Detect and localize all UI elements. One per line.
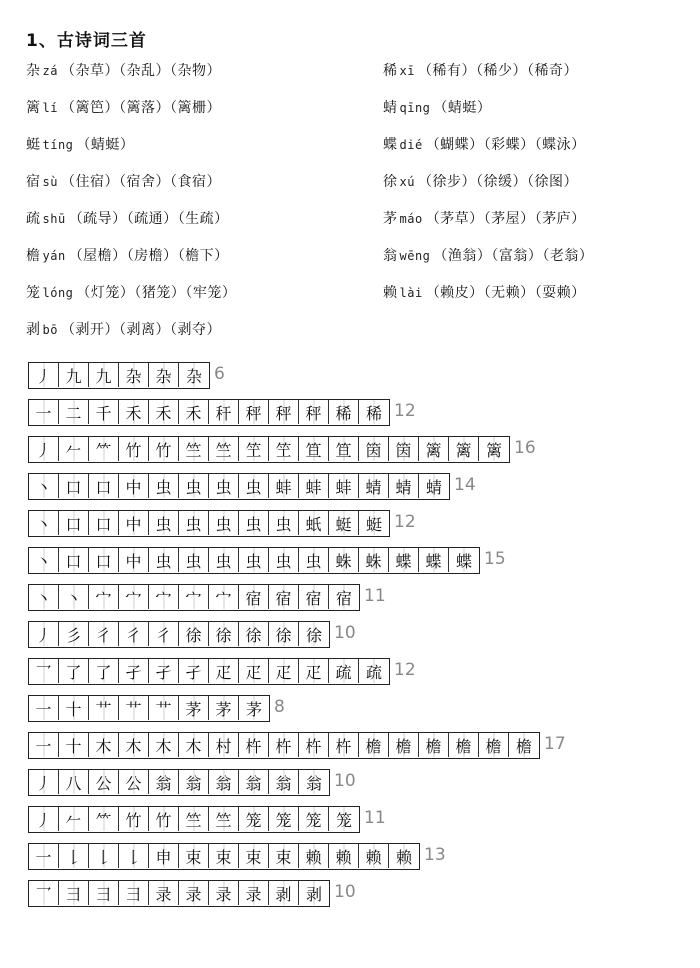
stroke-count: 13: [424, 845, 446, 865]
vocab-word: （茅屋）: [483, 211, 535, 227]
stroke-count: 6: [214, 364, 225, 384]
stroke-cell: 宀: [179, 585, 209, 609]
stroke-cell: 翁: [299, 770, 329, 794]
stroke-cell: 杵: [329, 733, 359, 757]
stroke-cell: 艹: [89, 696, 119, 720]
stroke-cell: 了: [59, 659, 89, 683]
stroke-cells: [28, 658, 390, 685]
vocab-pinyin: lóng: [42, 286, 74, 300]
vocab-word: （茅庐）: [534, 211, 586, 227]
stroke-cell: 宀: [119, 585, 149, 609]
stroke-cell: 𠄌: [119, 844, 149, 868]
stroke-cell: 蜓: [359, 511, 389, 535]
stroke-cell: 疋: [209, 659, 239, 683]
stroke-cell: 竹: [119, 437, 149, 461]
stroke-cell: 翁: [179, 770, 209, 794]
stroke-cell: 茅: [239, 696, 269, 720]
vocab-word: （屋檐）: [68, 248, 127, 264]
stroke-cell: 蚔: [299, 511, 329, 535]
stroke-cells: [28, 584, 360, 611]
stroke-count: 11: [364, 586, 386, 606]
vocab-pinyin: sù: [42, 175, 58, 189]
stroke-cell: 徐: [269, 622, 299, 646]
stroke-cell: 笪: [329, 437, 359, 461]
stroke-cell: 口: [59, 548, 89, 572]
stroke-cell: 徐: [239, 622, 269, 646]
vocab-entry: [383, 97, 491, 117]
vocab-word: （牢笼）: [185, 285, 237, 301]
stroke-cell: 丿: [29, 363, 59, 387]
stroke-cell: 竺: [209, 437, 239, 461]
stroke-cell: 筃: [389, 437, 419, 461]
vocab-entry: [383, 208, 586, 228]
stroke-cell: 茅: [179, 696, 209, 720]
vocab-char: 杂: [26, 63, 41, 79]
vocab-word: （篱落）: [118, 100, 170, 116]
stroke-cell: 徐: [299, 622, 329, 646]
stroke-cell: 虫: [299, 548, 329, 572]
stroke-cell: 禾: [119, 400, 149, 424]
stroke-cell: 杂: [149, 363, 179, 387]
stroke-cell: 束: [239, 844, 269, 868]
vocab-word: （剥夺）: [169, 322, 221, 338]
stroke-cell: 笼: [239, 807, 269, 831]
stroke-cells: [28, 362, 210, 389]
stroke-cell: 竹: [149, 437, 179, 461]
vocab-char: 檐: [26, 248, 41, 264]
stroke-cell: 秤: [239, 400, 269, 424]
vocab-pinyin: bō: [42, 323, 58, 337]
vocab-word: （蝴蝶）: [425, 137, 484, 153]
stroke-cell: 口: [59, 511, 89, 535]
stroke-cell: 笪: [299, 437, 329, 461]
stroke-cell: 杂: [119, 363, 149, 387]
stroke-cell: 丿: [29, 622, 59, 646]
vocab-word: （赖皮）: [425, 285, 484, 301]
vocab-word: （剥离）: [118, 322, 170, 338]
stroke-cell: 蚌: [269, 474, 299, 498]
stroke-cell: 疏: [329, 659, 359, 683]
stroke-cell: 虫: [149, 548, 179, 572]
stroke-cell: 赖: [389, 844, 419, 868]
stroke-cells: [28, 843, 420, 870]
vocab-word: （篱笆）: [60, 100, 119, 116]
stroke-cell: 木: [149, 733, 179, 757]
stroke-cell: 彳: [149, 622, 179, 646]
stroke-cell: 檐: [389, 733, 419, 757]
stroke-cell: 剥: [299, 881, 329, 905]
stroke-cell: 蝶: [419, 548, 449, 572]
stroke-cell: 杂: [179, 363, 209, 387]
stroke-cell: 口: [89, 511, 119, 535]
vocab-pinyin: xī: [399, 64, 415, 78]
stroke-cell: 虫: [269, 511, 299, 535]
stroke-cell: 蛛: [329, 548, 359, 572]
vocab-pinyin: dié: [399, 138, 423, 152]
stroke-cell: 秤: [269, 400, 299, 424]
vocab-entry: [383, 171, 578, 191]
vocab-pinyin: lài: [399, 286, 423, 300]
page-title: 1、古诗词三首: [26, 31, 147, 51]
stroke-cell: 十: [59, 696, 89, 720]
stroke-cell: 𠂉: [59, 437, 89, 461]
stroke-count: 12: [394, 512, 416, 532]
stroke-cell: 中: [119, 511, 149, 535]
vocab-word: （渔翁）: [433, 248, 492, 264]
stroke-count: 11: [364, 808, 386, 828]
stroke-cell: 申: [149, 844, 179, 868]
stroke-cell: ⺮: [89, 437, 119, 461]
vocab-entry: [26, 171, 221, 191]
stroke-cell: 檐: [359, 733, 389, 757]
stroke-cell: 丶: [29, 548, 59, 572]
vocab-word: （稀有）: [417, 63, 476, 79]
stroke-cell: 丿: [29, 437, 59, 461]
vocab-word: （疏通）: [126, 211, 178, 227]
stroke-cell: 疋: [239, 659, 269, 683]
vocab-word: （篱栅）: [169, 100, 221, 116]
stroke-cell: 疏: [359, 659, 389, 683]
stroke-cell: 彐: [119, 881, 149, 905]
stroke-count: 14: [454, 475, 476, 495]
stroke-cell: 八: [59, 770, 89, 794]
stroke-cell: 乛: [29, 881, 59, 905]
stroke-cell: 录: [239, 881, 269, 905]
stroke-cell: 宿: [239, 585, 269, 609]
stroke-cell: 筃: [359, 437, 389, 461]
stroke-count: 10: [334, 623, 356, 643]
stroke-cell: 彐: [59, 881, 89, 905]
stroke-cell: 艹: [149, 696, 179, 720]
stroke-cell: 丶: [29, 474, 59, 498]
stroke-cell: 宀: [149, 585, 179, 609]
stroke-cell: 虫: [149, 511, 179, 535]
stroke-cell: 木: [119, 733, 149, 757]
stroke-cell: 丶: [59, 585, 89, 609]
stroke-cell: 笼: [329, 807, 359, 831]
stroke-cell: 村: [209, 733, 239, 757]
stroke-cell: 篱: [449, 437, 479, 461]
vocab-char: 茅: [383, 211, 398, 227]
stroke-cell: 口: [89, 474, 119, 498]
stroke-cell: 赖: [329, 844, 359, 868]
stroke-cell: 彳: [119, 622, 149, 646]
stroke-cell: 中: [119, 548, 149, 572]
stroke-cell: 口: [59, 474, 89, 498]
stroke-cell: 笁: [269, 437, 299, 461]
stroke-cell: 翁: [269, 770, 299, 794]
stroke-cell: 录: [179, 881, 209, 905]
stroke-cell: 竹: [149, 807, 179, 831]
stroke-cell: 蜻: [359, 474, 389, 498]
stroke-cell: 二: [59, 400, 89, 424]
stroke-count: 15: [484, 549, 506, 569]
stroke-cell: 虫: [239, 548, 269, 572]
stroke-cell: 艹: [119, 696, 149, 720]
stroke-cell: 禾: [149, 400, 179, 424]
stroke-cell: 翁: [239, 770, 269, 794]
stroke-count: 16: [514, 438, 536, 458]
stroke-cell: 束: [269, 844, 299, 868]
stroke-cell: 笼: [299, 807, 329, 831]
stroke-cell: 笼: [269, 807, 299, 831]
stroke-cell: 彳: [89, 622, 119, 646]
vocab-pinyin: yán: [42, 249, 66, 263]
vocab-word: （富翁）: [491, 248, 543, 264]
stroke-cell: 杵: [239, 733, 269, 757]
vocab-word: （剥开）: [60, 322, 119, 338]
stroke-cell: ⺮: [89, 807, 119, 831]
vocab-word: （茅草）: [425, 211, 484, 227]
stroke-cell: 蚌: [329, 474, 359, 498]
stroke-cell: 虫: [209, 474, 239, 498]
stroke-cell: 秆: [209, 400, 239, 424]
stroke-cells: [28, 473, 450, 500]
vocab-entry: [383, 245, 593, 265]
stroke-cell: 乛: [29, 659, 59, 683]
stroke-cell: 虫: [179, 548, 209, 572]
stroke-cell: 一: [29, 733, 59, 757]
stroke-cell: 篱: [419, 437, 449, 461]
stroke-cell: 宿: [269, 585, 299, 609]
vocab-word: （生疏）: [177, 211, 229, 227]
stroke-count: 17: [544, 734, 566, 754]
stroke-cell: 木: [89, 733, 119, 757]
stroke-cell: 虫: [209, 511, 239, 535]
stroke-cell: 徐: [209, 622, 239, 646]
stroke-cell: 彡: [59, 622, 89, 646]
vocab-pinyin: zá: [42, 64, 58, 78]
stroke-cell: 束: [179, 844, 209, 868]
stroke-cell: 茅: [209, 696, 239, 720]
vocab-word: （徐缓）: [475, 174, 527, 190]
stroke-count: 8: [274, 697, 285, 717]
stroke-cells: [28, 547, 480, 574]
vocab-pinyin: xú: [399, 175, 415, 189]
stroke-cell: 剥: [269, 881, 299, 905]
stroke-cell: 虫: [179, 511, 209, 535]
stroke-cell: 虫: [179, 474, 209, 498]
vocab-word: （食宿）: [169, 174, 221, 190]
stroke-cell: 稀: [359, 400, 389, 424]
stroke-cell: 九: [59, 363, 89, 387]
stroke-count: 10: [334, 771, 356, 791]
stroke-cells: [28, 806, 360, 833]
stroke-cell: 虫: [209, 548, 239, 572]
stroke-cell: 丶: [29, 511, 59, 535]
stroke-cell: 九: [89, 363, 119, 387]
vocab-entry: [26, 97, 221, 117]
stroke-cell: 杵: [269, 733, 299, 757]
stroke-cell: 千: [89, 400, 119, 424]
vocab-char: 宿: [26, 174, 41, 190]
vocab-word: （蜻蜓）: [433, 100, 492, 116]
stroke-cell: 虫: [269, 548, 299, 572]
vocab-char: 翁: [383, 248, 398, 264]
vocab-word: （灯笼）: [76, 285, 135, 301]
stroke-cell: 一: [29, 696, 59, 720]
stroke-cell: 竺: [209, 807, 239, 831]
stroke-cell: 杵: [299, 733, 329, 757]
stroke-cell: 丶: [29, 585, 59, 609]
vocab-entry: [26, 60, 221, 80]
vocab-entry: [26, 134, 134, 154]
stroke-cells: [28, 399, 390, 426]
vocab-entry: [383, 134, 586, 154]
stroke-cell: 宿: [329, 585, 359, 609]
vocab-word: （老翁）: [542, 248, 594, 264]
stroke-cells: [28, 732, 540, 759]
stroke-cell: 𠄌: [89, 844, 119, 868]
vocab-entry: [383, 60, 578, 80]
vocab-entry: [26, 208, 229, 228]
stroke-cell: 檐: [419, 733, 449, 757]
vocab-pinyin: shū: [42, 212, 66, 226]
stroke-cell: 十: [59, 733, 89, 757]
vocab-char: 赖: [383, 285, 398, 301]
vocab-word: （檐下）: [177, 248, 229, 264]
stroke-cell: 赖: [359, 844, 389, 868]
stroke-cell: 孑: [179, 659, 209, 683]
vocab-word: （徐图）: [526, 174, 578, 190]
stroke-cell: 中: [119, 474, 149, 498]
stroke-cell: 虫: [149, 474, 179, 498]
stroke-cell: 束: [209, 844, 239, 868]
stroke-cell: 赖: [299, 844, 329, 868]
stroke-cells: [28, 769, 330, 796]
stroke-cell: 檐: [509, 733, 539, 757]
stroke-cell: 翁: [209, 770, 239, 794]
stroke-cell: 竺: [179, 807, 209, 831]
stroke-cell: 录: [209, 881, 239, 905]
stroke-cell: 孑: [149, 659, 179, 683]
stroke-cell: 𠄌: [59, 844, 89, 868]
stroke-cell: 蝶: [389, 548, 419, 572]
stroke-cell: 蜻: [389, 474, 419, 498]
vocab-entry: [26, 245, 229, 265]
stroke-cells: [28, 695, 270, 722]
stroke-cell: 蝶: [449, 548, 479, 572]
stroke-cell: 宀: [89, 585, 119, 609]
stroke-cell: 虫: [239, 511, 269, 535]
stroke-cell: 篱: [479, 437, 509, 461]
stroke-cell: 笁: [239, 437, 269, 461]
stroke-cells: [28, 621, 330, 648]
stroke-cell: 蜓: [329, 511, 359, 535]
vocab-word: （疏导）: [68, 211, 127, 227]
stroke-cell: 翁: [149, 770, 179, 794]
stroke-cell: 丿: [29, 770, 59, 794]
stroke-cell: 秤: [299, 400, 329, 424]
vocab-pinyin: wēng: [399, 249, 431, 263]
stroke-cell: 疋: [269, 659, 299, 683]
vocab-char: 蝶: [383, 137, 398, 153]
vocab-word: （杂物）: [169, 63, 221, 79]
vocab-char: 剥: [26, 322, 41, 338]
stroke-cell: 禾: [179, 400, 209, 424]
stroke-cell: 一: [29, 400, 59, 424]
vocab-char: 徐: [383, 174, 398, 190]
stroke-cell: 稀: [329, 400, 359, 424]
stroke-cell: 一: [29, 844, 59, 868]
vocab-word: （无赖）: [483, 285, 535, 301]
stroke-cell: 宀: [209, 585, 239, 609]
vocab-entry: [383, 282, 586, 302]
stroke-cell: 徐: [179, 622, 209, 646]
stroke-cell: 蚌: [299, 474, 329, 498]
stroke-cell: 公: [89, 770, 119, 794]
vocab-word: （蝶泳）: [534, 137, 586, 153]
vocab-word: （稀少）: [475, 63, 527, 79]
stroke-cell: 彐: [89, 881, 119, 905]
stroke-cell: 蛛: [359, 548, 389, 572]
vocab-word: （稀奇）: [526, 63, 578, 79]
vocab-word: （杂乱）: [118, 63, 170, 79]
stroke-count: 10: [334, 882, 356, 902]
vocab-word: （彩蝶）: [483, 137, 535, 153]
vocab-entry: [26, 319, 221, 339]
stroke-cells: [28, 510, 390, 537]
stroke-cell: 了: [89, 659, 119, 683]
stroke-cell: 孑: [119, 659, 149, 683]
vocab-word: （耍赖）: [534, 285, 586, 301]
vocab-word: （宿舍）: [118, 174, 170, 190]
stroke-cell: 竺: [179, 437, 209, 461]
vocab-word: （徐步）: [417, 174, 476, 190]
stroke-cell: 竹: [119, 807, 149, 831]
stroke-count: 12: [394, 660, 416, 680]
vocab-pinyin: qīng: [399, 101, 431, 115]
vocab-pinyin: máo: [399, 212, 423, 226]
vocab-pinyin: tíng: [42, 138, 74, 152]
vocab-char: 篱: [26, 100, 41, 116]
vocab-word: （蜻蜓）: [76, 137, 135, 153]
stroke-count: 12: [394, 401, 416, 421]
stroke-cell: 公: [119, 770, 149, 794]
stroke-cell: 蜻: [419, 474, 449, 498]
stroke-cell: 口: [89, 548, 119, 572]
stroke-cells: [28, 880, 330, 907]
stroke-cell: 虫: [239, 474, 269, 498]
stroke-cell: 檐: [449, 733, 479, 757]
stroke-cell: 录: [149, 881, 179, 905]
stroke-cell: 宿: [299, 585, 329, 609]
vocab-char: 疏: [26, 211, 41, 227]
vocab-pinyin: lí: [42, 101, 58, 115]
stroke-cell: 檐: [479, 733, 509, 757]
vocab-char: 笼: [26, 285, 41, 301]
stroke-cell: 疋: [299, 659, 329, 683]
vocab-char: 蜓: [26, 137, 41, 153]
vocab-entry: [26, 282, 236, 302]
vocab-word: （住宿）: [60, 174, 119, 190]
stroke-cell: 𠂉: [59, 807, 89, 831]
stroke-cells: [28, 436, 510, 463]
vocab-word: （猪笼）: [134, 285, 186, 301]
stroke-cell: 丿: [29, 807, 59, 831]
vocab-char: 蜻: [383, 100, 398, 116]
vocab-char: 稀: [383, 63, 398, 79]
stroke-cell: 木: [179, 733, 209, 757]
vocab-word: （房檐）: [126, 248, 178, 264]
vocab-word: （杂草）: [60, 63, 119, 79]
